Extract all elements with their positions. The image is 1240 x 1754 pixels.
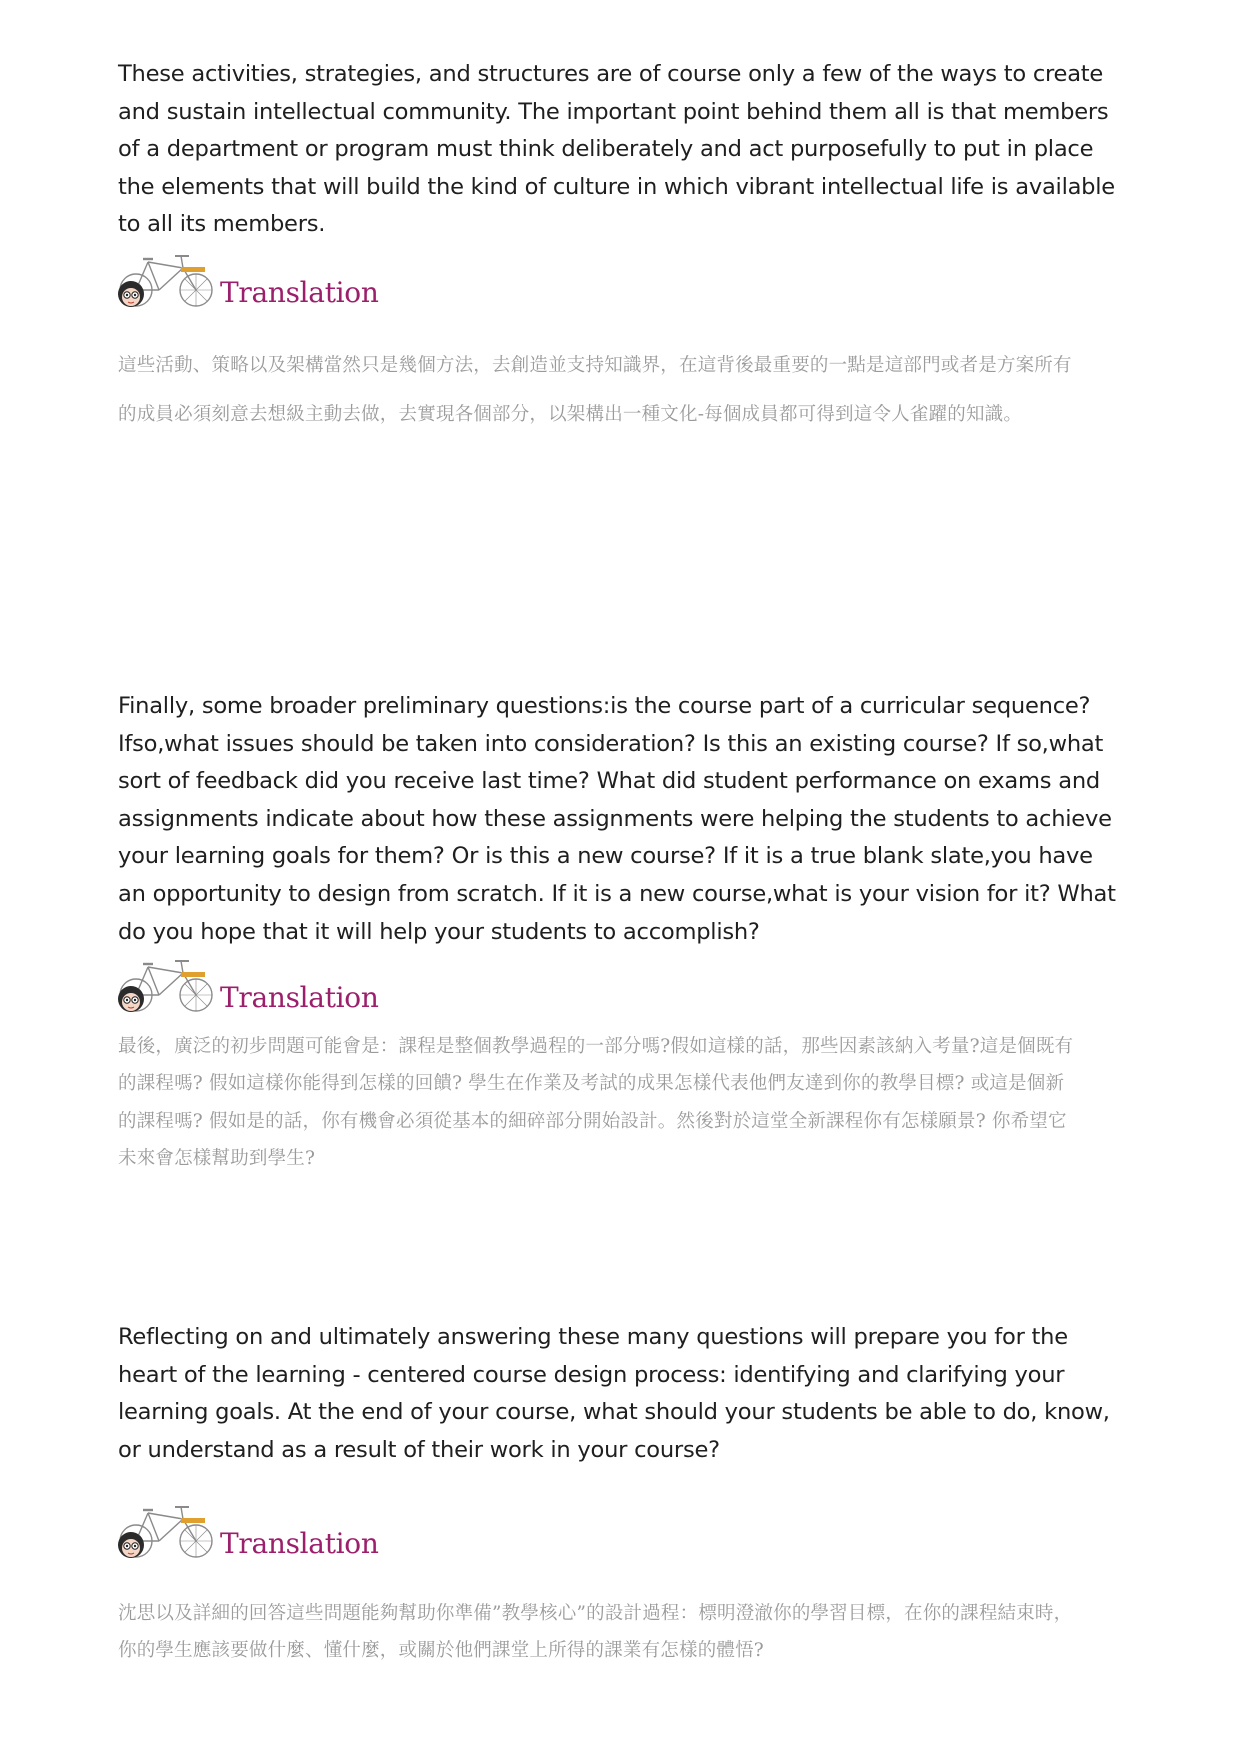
translation-label: Translation xyxy=(220,1527,379,1560)
translation-label: Translation xyxy=(220,981,379,1014)
translation-logo-1 xyxy=(117,250,379,318)
chinese-paragraph-2: 最後，廣泛的初步問題可能會是：課程是整個教學過程的一部分嗎?假如這樣的話，那些因素該納入考量?這是個既有的課程嗎? 假如這樣你能得到怎樣的回饋? 學生在作業及考試的成果怎樣代表他們友達到你的教學目標? 或這是個新的課程嗎? 假如是的話，你有機會必須從基本的細碎部分開始設計。然後對於這堂全新課程你有怎樣願景? 你希望它未來會怎樣幫助到學生? xyxy=(118,1036,1074,1169)
bicycle-icon xyxy=(117,250,227,318)
chinese-paragraph-1: 這些活動、策略以及架構當然只是幾個方法，去創造並支持知識界，在這背後最重要的一點是這部門或者是方案所有的成員必須刻意去想級主動去做，去實現各個部分，以架構出一種文化-每個成員都可得到這令人雀躍的知識。 xyxy=(118,355,1072,425)
cartoon-face-icon xyxy=(118,281,144,307)
chinese-paragraph-3: 沈思以及詳細的回答這些問題能夠幫助你準備”教學核心”的設計過程：標明澄澈你的學習目標，在你的課程結束時，你的學生應該要做什麼、懂什麼，或關於他們課堂上所得的課業有怎樣的體悟? xyxy=(118,1603,1073,1662)
translation-logo-2 xyxy=(117,955,379,1023)
english-paragraph-2: Finally, some broader preliminary questions:is the course part of a curricular sequence? Ifso,what issues should be taken into consideration? Is this an existing course? If so,what sort of feedback did you receive last time? What did student performance on exams and assignments indicate about how these assignments were helping the students to achieve your learning goals for them? Or is this a new course? If it is a true blank slate,you have an opportunity to design from scratch. If it is a new course,what is your vision for it? What do you hope that it will help your students to accomplish? xyxy=(118,693,1116,945)
bicycle-icon xyxy=(117,1501,227,1569)
cartoon-face-icon xyxy=(118,986,144,1012)
english-paragraph-1: These activities, strategies, and structures are of course only a few of the ways to create and sustain intellectual community. The important point behind them all is that members of a department or program must think deliberately and act purposefully to put in place the elements that will build the kind of culture in which vibrant intellectual life is available to all its members. xyxy=(118,61,1115,238)
translation-logo-3 xyxy=(117,1501,379,1569)
cartoon-face-icon xyxy=(118,1532,144,1558)
english-paragraph-3: Reflecting on and ultimately answering these many questions will prepare you for the heart of the learning - centered course design process: identifying and clarifying your learning goals. At the end of your course, what should your students be able to do, know, or understand as a result of their work in your course? xyxy=(118,1324,1110,1463)
bicycle-icon xyxy=(117,955,227,1023)
translation-label: Translation xyxy=(220,276,379,309)
